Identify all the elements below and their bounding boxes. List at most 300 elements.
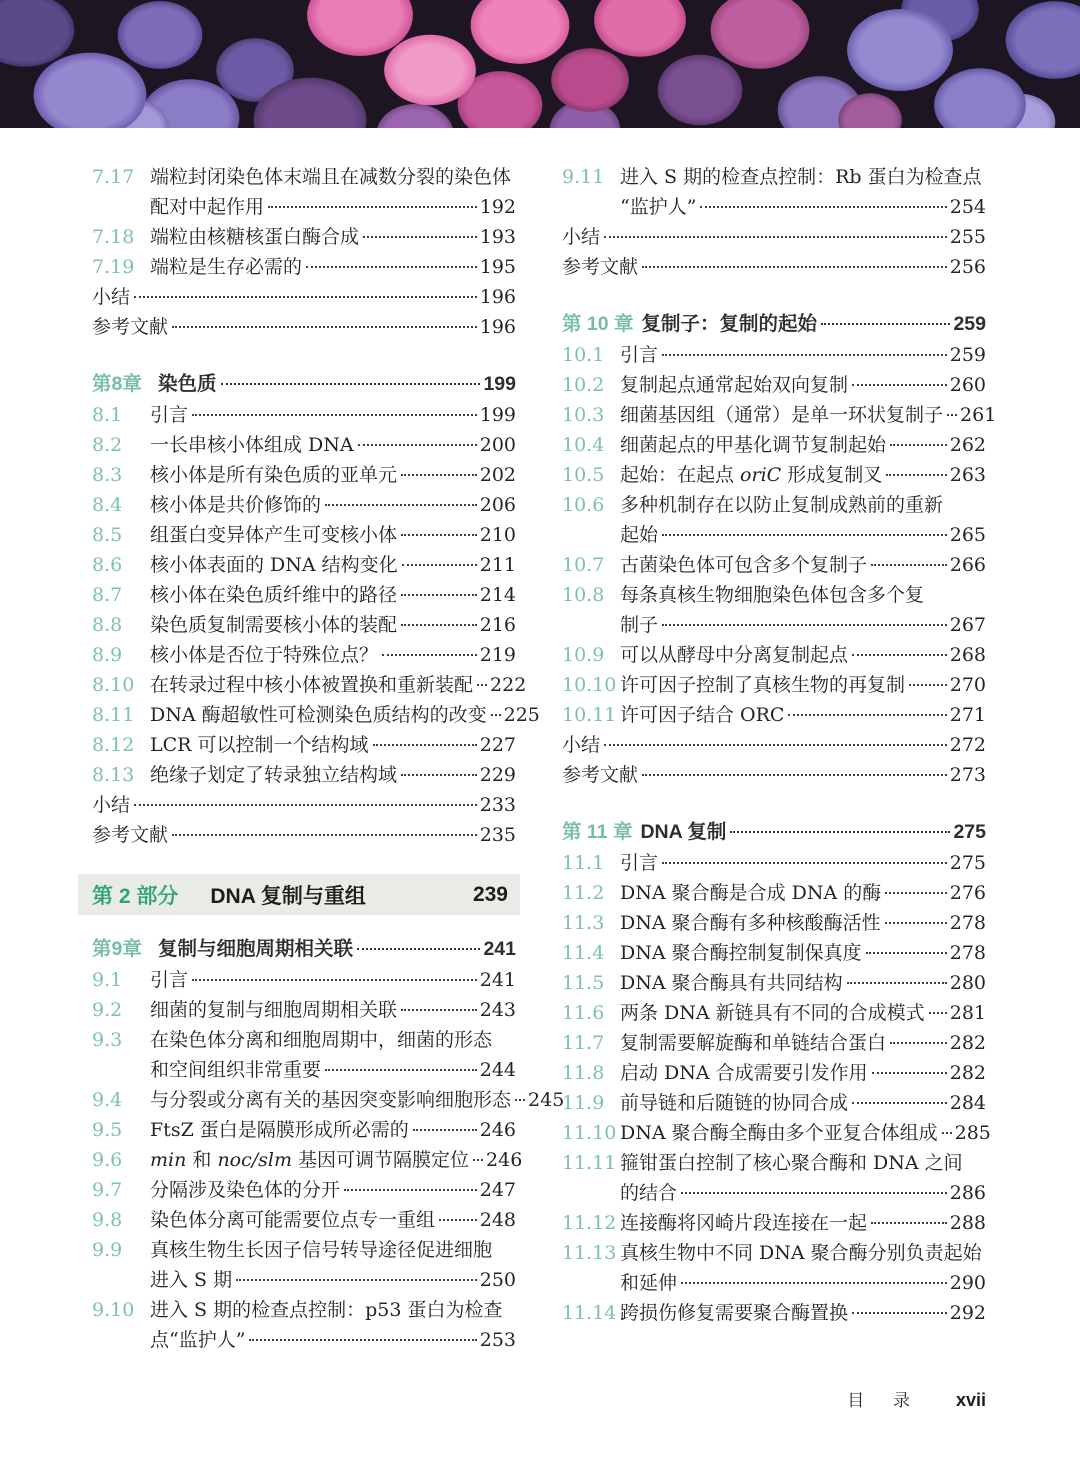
dot-leader [236,1279,477,1281]
section-number: 8.12 [92,734,135,756]
toc-entry-continuation [92,1265,516,1295]
page-number: 259 [949,344,986,366]
section-title: 核小体表面的 DNA 结构变化 [150,554,398,576]
section-title: 制子 [620,614,659,636]
toc-content [0,128,1080,1355]
section-number: 10.2 [562,374,605,396]
section-number: 9.10 [92,1299,135,1321]
section-number: 8.5 [92,524,123,546]
chapter-number: 第 10 章 [562,313,634,335]
page-number: 267 [949,614,986,636]
page-number: 261 [960,404,997,426]
section-number: 8.11 [92,704,135,726]
page-number: 282 [949,1032,986,1054]
dot-leader [192,979,477,981]
section-title: 多种机制存在以防止复制成熟前的重新 [620,494,944,516]
page-number: 196 [479,316,516,338]
toc-entry [562,878,986,908]
dot-leader [221,383,481,385]
section-title: 一长串核小体组成 DNA [150,434,354,456]
dot-leader [401,774,477,776]
page-number: 200 [479,434,516,456]
section-number: 11.5 [562,972,605,994]
toc-entry [562,640,986,670]
toc-entry [92,1025,516,1055]
page-number: 275 [953,821,986,843]
toc-entry [92,670,527,700]
section-number: 11.9 [562,1092,605,1114]
section-title: 和延伸 [620,1272,678,1294]
page-number: 281 [949,1002,986,1024]
toc-entry [92,520,516,550]
dot-leader [886,474,947,476]
dot-leader [268,206,477,208]
section-title: 绝缘子划定了转录独立结构域 [150,764,398,786]
section-number: 11.2 [562,882,605,904]
page-number: 195 [479,256,516,278]
toc-entry [92,1115,516,1145]
section-title: 复制起点通常起始双向复制 [620,374,849,396]
toc-entry-continuation [562,1268,986,1298]
section-title: min 和 noc/slm 基因可调节隔膜定位 [150,1149,470,1171]
toc-entry [92,252,516,282]
page-number: 272 [949,734,986,756]
toc-entry [562,1028,986,1058]
dot-leader [172,326,477,328]
section-number: 11.7 [562,1032,605,1054]
dot-leader [662,624,947,626]
section-number: 10.4 [562,434,605,456]
toc-entry [562,968,986,998]
dot-leader [134,804,477,806]
dot-leader [662,862,947,864]
chapter-title: 复制子：复制的起始 [641,313,818,335]
section-number: 9.9 [92,1239,123,1261]
toc-entry [92,1295,516,1325]
chapter-title: DNA 复制 [640,821,727,843]
section-number: 8.6 [92,554,123,576]
section-title: 进入 S 期的检查点控制：Rb 蛋白为检查点 [620,166,982,188]
dot-leader [477,684,487,686]
dot-leader [852,654,947,656]
section-title: 引言 [620,344,659,366]
toc-entry [92,1145,523,1175]
section-title: 许可因子控制了真核生物的再复制 [620,674,906,696]
toc-entry [92,1235,516,1265]
section-title: 的结合 [620,1182,678,1204]
page-number: 229 [479,764,516,786]
summary-label: 参考文献 [92,316,169,338]
dot-leader [358,444,477,446]
toc-entry-continuation [92,1325,516,1355]
toc-entry [562,400,997,430]
page-number: 250 [479,1269,516,1291]
section-title: DNA 聚合酶全酶由多个亚复合体组成 [620,1122,938,1144]
section-title: 配对中起作用 [150,196,265,218]
page-number: 219 [479,644,516,666]
section-title: 引言 [150,404,189,426]
dot-leader [357,948,480,950]
toc-entry [562,1298,986,1328]
dot-leader [604,744,947,746]
toc-entry [562,908,986,938]
page-number: 256 [949,256,986,278]
chapter-title: 复制与细胞周期相关联 [158,938,354,960]
toc-entry [92,700,540,730]
toc-entry [92,965,516,995]
section-number: 10.5 [562,464,605,486]
toc-entry [562,550,986,580]
section-title: 在染色体分离和细胞周期中，细菌的形态 [150,1029,493,1051]
dot-leader [929,1012,947,1014]
section-number: 9.1 [92,969,123,991]
section-title: 可以从酵母中分离复制起点 [620,644,849,666]
section-title: 分隔涉及染色体的分开 [150,1179,341,1201]
dot-leader [642,266,947,268]
section-title: 真核生物中不同 DNA 聚合酶分别负责起始 [620,1242,982,1264]
section-number: 11.4 [562,942,605,964]
page-number: 282 [949,1062,986,1084]
dot-leader [401,594,477,596]
summary-label: 小结 [562,226,601,248]
section-title: 细菌的复制与细胞周期相关联 [150,999,398,1021]
section-number: 8.3 [92,464,123,486]
dot-leader [373,744,477,746]
vertical-spacer [562,282,986,308]
page-number: 233 [479,794,516,816]
toc-left-column [92,162,565,1355]
page-number: 199 [479,404,516,426]
toc-entry [562,1148,986,1178]
dot-leader [402,564,477,566]
toc-entry [92,1085,565,1115]
section-title: 起始：在起点 oriC 形成复制叉 [620,464,883,486]
dot-leader [382,654,477,656]
page-number: 260 [949,374,986,396]
toc-entry [92,1205,516,1235]
section-number: 9.2 [92,999,123,1021]
page-number: 290 [949,1272,986,1294]
dot-leader [871,564,947,566]
section-title: 端粒是生存必需的 [150,256,303,278]
section-title: LCR 可以控制一个结构域 [150,734,369,756]
dot-leader [852,1102,947,1104]
toc-entry [562,700,986,730]
toc-entry [92,550,516,580]
footer-page-number: xvii [955,1390,986,1410]
section-title: 在转录过程中核小体被置换和重新装配 [150,674,474,696]
summary-entry [92,820,516,850]
section-number: 10.1 [562,344,605,366]
toc-entry [92,580,516,610]
section-number: 9.11 [562,166,605,188]
section-number: 9.3 [92,1029,123,1051]
section-title: 核小体是共价修饰的 [150,494,322,516]
toc-entry [562,848,986,878]
dot-leader [604,236,947,238]
section-number: 11.1 [562,852,605,874]
section-number: 9.8 [92,1209,123,1231]
toc-entry [92,490,516,520]
section-number: 10.7 [562,554,605,576]
summary-label: 参考文献 [562,764,639,786]
summary-entry [562,730,986,760]
dot-leader [642,774,947,776]
section-number: 9.4 [92,1089,123,1111]
dot-leader [681,1282,947,1284]
section-number: 10.3 [562,404,605,426]
section-number: 8.4 [92,494,123,516]
section-number: 11.13 [562,1242,617,1264]
dot-leader [788,714,946,716]
section-number: 10.9 [562,644,605,666]
dot-leader [730,831,950,833]
dot-leader [866,952,947,954]
section-number: 8.13 [92,764,135,786]
section-number: 11.14 [562,1302,617,1324]
page-number: 243 [479,999,516,1021]
chapter-heading [562,308,986,340]
page-number: 265 [949,524,986,546]
page-number: 268 [949,644,986,666]
dot-leader [942,1132,952,1134]
section-number: 10.6 [562,494,605,516]
section-title: 端粒由核糖核蛋白酶合成 [150,226,360,248]
page-number: 246 [479,1119,516,1141]
section-title: 引言 [150,969,189,991]
section-number: 8.2 [92,434,123,456]
toc-right-column [562,162,997,1355]
toc-entry-continuation [562,520,986,550]
section-number: 9.6 [92,1149,123,1171]
toc-entry [562,1208,986,1238]
chapter-heading [92,933,516,965]
page-number: 247 [479,1179,516,1201]
part-number: 第 2 部分 [92,884,179,908]
page-number: 253 [479,1329,516,1351]
section-title: 许可因子结合 ORC [620,704,785,726]
dot-leader [401,624,477,626]
toc-entry [92,640,516,670]
page-number: 254 [949,196,986,218]
toc-entry [562,430,986,460]
section-number: 11.10 [562,1122,617,1144]
page-number: 199 [483,373,516,395]
toc-entry [92,730,516,760]
page-number: 241 [479,969,516,991]
section-title: 真核生物生长因子信号转导途径促进细胞 [150,1239,493,1261]
section-title: 每条真核生物细胞染色体包含多个复 [620,584,925,606]
section-title: FtsZ 蛋白是隔膜形成所必需的 [150,1119,409,1141]
section-number: 9.5 [92,1119,123,1141]
part-title: DNA 复制与重组 [210,884,366,908]
page-number: 280 [949,972,986,994]
section-title: 组蛋白变异体产生可变核小体 [150,524,398,546]
summary-entry [562,252,986,282]
page-number: 239 [472,882,508,906]
page-number: 270 [949,674,986,696]
page-number: 210 [479,524,516,546]
dot-leader [662,534,947,536]
page-number: 266 [949,554,986,576]
page-number: 216 [479,614,516,636]
summary-entry [562,760,986,790]
section-title: DNA 聚合酶具有共同结构 [620,972,843,994]
dot-leader [872,1072,947,1074]
part-heading [78,874,520,915]
section-number: 8.8 [92,614,123,636]
section-number: 11.12 [562,1212,617,1234]
section-title: 染色体分离可能需要位点专一重组 [150,1209,436,1231]
dot-leader [852,1312,947,1314]
chapter-number: 第9章 [92,938,142,960]
toc-entry [562,490,986,520]
dot-leader [890,444,947,446]
footer-section-label: 目 录 [847,1391,922,1410]
dot-leader [890,1042,947,1044]
page-number: 255 [949,226,986,248]
section-title: 启动 DNA 合成需要引发作用 [620,1062,868,1084]
toc-entry [92,222,516,252]
toc-entry [562,1058,986,1088]
chapter-heading [92,368,516,400]
dot-leader [847,982,947,984]
chapter-number: 第8章 [92,373,142,395]
page-number: 246 [486,1149,523,1171]
dot-leader [885,892,946,894]
toc-entry [92,400,516,430]
section-title: DNA 聚合酶有多种核酸酶活性 [620,912,881,934]
dot-leader [439,1219,477,1221]
page-number: 284 [949,1092,986,1114]
section-title: DNA 酶超敏性可检测染色质结构的改变 [150,704,487,726]
page-number: 273 [949,764,986,786]
section-title: 箍钳蛋白控制了核心聚合酶和 DNA 之间 [620,1152,963,1174]
page-number: 206 [479,494,516,516]
page-number: 275 [949,852,986,874]
toc-entry [562,938,986,968]
section-number: 8.9 [92,644,123,666]
section-title: 和空间组织非常重要 [150,1059,322,1081]
toc-entry [92,1175,516,1205]
dot-leader [192,414,477,416]
toc-entry [562,1118,991,1148]
toc-entry-continuation [92,192,516,222]
toc-entry [562,370,986,400]
dot-leader [947,414,957,416]
dot-leader [249,1339,476,1341]
section-title: 古菌染色体可包含多个复制子 [620,554,868,576]
dot-leader [491,714,501,716]
page-number: 225 [503,704,540,726]
section-title: 进入 S 期的检查点控制：p53 蛋白为检查 [150,1299,503,1321]
summary-entry [92,312,516,342]
section-title: DNA 聚合酶控制复制保真度 [620,942,862,964]
toc-entry [562,998,986,1028]
toc-entry-continuation [92,1055,516,1085]
section-number: 7.17 [92,166,135,188]
chapter-heading [562,816,986,848]
section-number: 11.3 [562,912,605,934]
summary-entry [562,222,986,252]
dot-leader [325,1069,477,1071]
dot-leader [852,384,947,386]
toc-entry [562,162,986,192]
vertical-spacer [92,342,516,368]
dot-leader [363,236,477,238]
chapter-title: 染色质 [158,373,217,395]
section-title: “监护人” [620,196,697,218]
dot-leader [662,354,947,356]
toc-entry [92,995,516,1025]
page-number: 285 [954,1122,991,1144]
dot-leader [473,1159,483,1161]
toc-entry [562,670,986,700]
section-number: 8.10 [92,674,135,696]
toc-entry [562,1088,986,1118]
section-title: 引言 [620,852,659,874]
page-number: 276 [949,882,986,904]
summary-label: 参考文献 [92,824,169,846]
section-title: 起始 [620,524,659,546]
summary-label: 小结 [92,286,131,308]
section-title: 核小体是否位于特殊位点？ [150,644,379,666]
toc-entry [92,162,516,192]
toc-entry [92,460,516,490]
dot-leader [172,834,477,836]
summary-label: 小结 [562,734,601,756]
dot-leader [306,266,477,268]
chapter-number: 第 11 章 [562,821,633,843]
toc-entry [562,580,986,610]
section-title: 复制需要解旋酶和单链结合蛋白 [620,1032,887,1054]
section-number: 8.1 [92,404,123,426]
dot-leader [344,1189,477,1191]
dot-leader [871,1222,947,1224]
page-number: 193 [479,226,516,248]
toc-entry [562,340,986,370]
section-title: 细菌起点的甲基化调节复制起始 [620,434,887,456]
section-title: 核小体是所有染色质的亚单元 [150,464,398,486]
section-title: 两条 DNA 新链具有不同的合成模式 [620,1002,925,1024]
toc-entry [562,460,986,490]
section-number: 9.7 [92,1179,123,1201]
summary-entry [92,790,516,820]
dot-leader [401,534,477,536]
section-title: 前导链和后随链的协同合成 [620,1092,849,1114]
section-title: 染色质复制需要核小体的装配 [150,614,398,636]
dot-leader [885,922,947,924]
page-number: 202 [479,464,516,486]
page-number: 241 [483,938,516,960]
page-number: 196 [479,286,516,308]
dot-leader [401,1009,477,1011]
section-title: 连接酶将冈崎片段连接在一起 [620,1212,868,1234]
section-number: 10.8 [562,584,605,606]
dot-leader [681,1192,947,1194]
section-title: 与分裂或分离有关的基因突变影响细胞形态 [150,1089,512,1111]
toc-entry-continuation [562,610,986,640]
section-title: 细菌基因组（通常）是单一环状复制子 [620,404,944,426]
section-number: 11.11 [562,1152,617,1174]
section-title: 进入 S 期 [150,1269,233,1291]
dot-leader [134,296,477,298]
dot-leader [700,206,946,208]
page-number: 192 [479,196,516,218]
summary-entry [92,282,516,312]
summary-label: 参考文献 [562,256,639,278]
dot-leader [821,323,950,325]
